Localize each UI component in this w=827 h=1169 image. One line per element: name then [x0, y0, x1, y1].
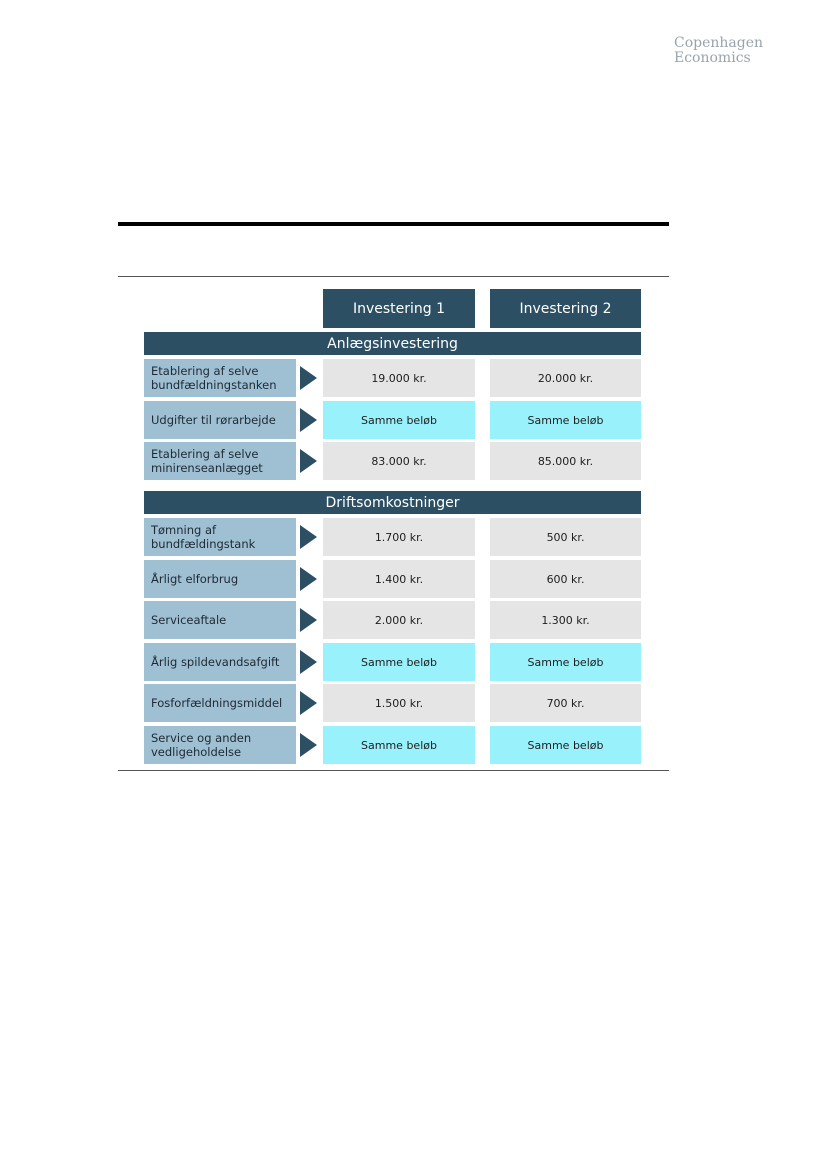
chevron-right-icon [300, 650, 317, 674]
row-label-line: Fosforfældningsmiddel [151, 696, 283, 710]
value-cell-investering-1 [323, 684, 475, 722]
row-label-text [151, 572, 238, 586]
value-text: 20.000 kr. [537, 371, 594, 385]
chevron-right-icon [300, 691, 317, 715]
value-text: 1.400 kr. [374, 572, 424, 586]
value-text: 600 kr. [546, 572, 585, 586]
section-title: Driftsomkostninger [325, 494, 460, 511]
value-text: 1.500 kr. [374, 696, 424, 710]
value-cell-investering-1 [323, 359, 475, 397]
value-cell-investering-2 [490, 442, 641, 480]
value-cell-investering-2 [490, 401, 641, 439]
row-label-line: minirenseanlægget [151, 461, 263, 475]
top-thick-rule [118, 222, 669, 226]
row-label [144, 684, 296, 722]
section-title: Anlægsinvestering [327, 335, 458, 352]
value-cell-investering-1 [323, 643, 475, 681]
value-cell-investering-2 [490, 601, 641, 639]
chevron-right-icon [300, 567, 317, 591]
row-label-line: Etablering af selve [151, 364, 259, 378]
value-text: 19.000 kr. [371, 371, 427, 385]
column-header-investering-1 [323, 289, 475, 328]
chevron-right-icon [300, 408, 317, 432]
column-header-label: Investering 2 [519, 300, 612, 317]
row-label [144, 442, 296, 480]
value-cell-investering-1 [323, 442, 475, 480]
value-text: 83.000 kr. [371, 454, 427, 468]
row-label [144, 560, 296, 598]
column-header-investering-2 [490, 289, 641, 328]
value-text: Samme beløb [527, 655, 604, 669]
row-label [144, 726, 296, 764]
row-label-line: Etablering af selve [151, 447, 259, 461]
row-label-text [151, 364, 277, 392]
row-label-text [151, 696, 282, 710]
row-label-text [151, 447, 263, 475]
row-label-line: bundfældingstank [151, 537, 256, 551]
row-label-text [151, 613, 226, 627]
row-label [144, 643, 296, 681]
row-label-line: Årligt elforbrug [151, 572, 239, 586]
chevron-right-icon [300, 733, 317, 757]
section-header [144, 332, 641, 355]
row-label-line: Udgifter til rørarbejde [151, 413, 276, 427]
value-text: 500 kr. [546, 530, 585, 544]
row-label-line: bundfældningstanken [151, 378, 277, 392]
row-label [144, 518, 296, 556]
column-header-label: Investering 1 [352, 300, 446, 317]
row-label-line: Årlig spildevandsafgift [151, 655, 280, 669]
chevron-right-icon [300, 608, 317, 632]
row-label [144, 601, 296, 639]
value-text: Samme beløb [527, 413, 604, 427]
value-text: 2.000 kr. [374, 613, 424, 627]
value-text: Samme beløb [361, 738, 437, 752]
value-cell-investering-1 [323, 560, 475, 598]
bottom-thin-rule [118, 770, 669, 771]
value-cell-investering-2 [490, 684, 641, 722]
row-label [144, 359, 296, 397]
logo-line-2: Economics [674, 50, 751, 66]
row-label-line: Serviceaftale [151, 613, 227, 627]
value-cell-investering-2 [490, 359, 641, 397]
chevron-right-icon [300, 449, 317, 473]
value-cell-investering-1 [323, 401, 475, 439]
row-label [144, 401, 296, 439]
value-text: Samme beløb [361, 413, 437, 427]
top-thin-rule [118, 276, 669, 277]
value-cell-investering-2 [490, 643, 641, 681]
value-text: 85.000 kr. [537, 454, 594, 468]
value-text: 1.300 kr. [541, 613, 590, 627]
value-cell-investering-2 [490, 726, 641, 764]
row-label-line: vedligeholdelse [151, 745, 242, 759]
row-label-line: Tømning af [151, 523, 217, 537]
value-text: 1.700 kr. [374, 530, 424, 544]
chevron-right-icon [300, 366, 317, 390]
row-label-text [151, 523, 255, 551]
row-label-text [151, 413, 276, 427]
chevron-right-icon [300, 525, 317, 549]
value-text: Samme beløb [527, 738, 604, 752]
row-label-line: Service og anden [151, 731, 252, 745]
value-cell-investering-1 [323, 601, 475, 639]
value-text: 700 kr. [546, 696, 585, 710]
value-cell-investering-2 [490, 518, 641, 556]
company-logo [674, 36, 784, 66]
value-cell-investering-1 [323, 726, 475, 764]
row-label-text [151, 731, 251, 759]
value-text: Samme beløb [361, 655, 437, 669]
section-header [144, 491, 641, 514]
value-cell-investering-1 [323, 518, 475, 556]
logo-line-1: Copenhagen [674, 35, 764, 51]
value-cell-investering-2 [490, 560, 641, 598]
row-label-text [151, 655, 279, 669]
